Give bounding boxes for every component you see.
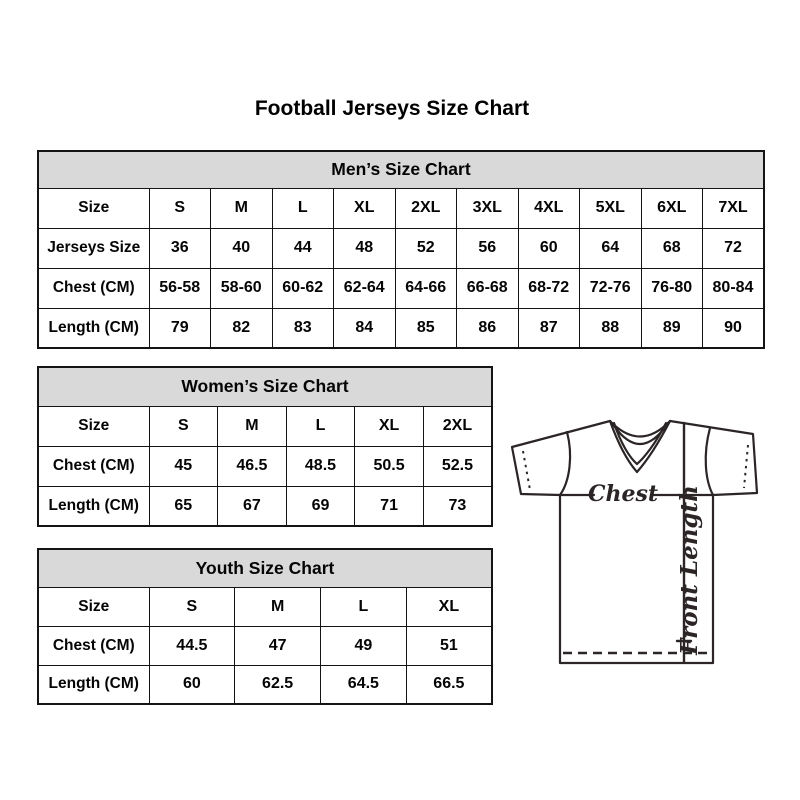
value-cell: XL	[334, 188, 396, 228]
row-header-cell: Chest (CM)	[38, 446, 149, 486]
row-header-cell: Size	[38, 587, 149, 626]
value-cell: 5XL	[580, 188, 642, 228]
table-row	[38, 188, 764, 228]
row-header-cell: Length (CM)	[38, 486, 149, 526]
row-header-cell: Jerseys Size	[38, 228, 149, 268]
jersey-outline	[512, 421, 757, 663]
front-length-label: Front Length	[676, 485, 703, 655]
youth-size-table	[37, 548, 493, 705]
value-cell: M	[218, 406, 287, 446]
value-cell: 69	[286, 486, 355, 526]
value-cell: 2XL	[423, 406, 492, 446]
value-cell: 64-66	[395, 268, 457, 308]
mens-size-table	[37, 150, 765, 349]
value-cell: 36	[149, 228, 211, 268]
value-cell: 44.5	[149, 626, 235, 665]
value-cell: 60	[149, 665, 235, 704]
value-cell: 60	[518, 228, 580, 268]
value-cell: 82	[211, 308, 273, 348]
value-cell: 40	[211, 228, 273, 268]
value-cell: 90	[703, 308, 765, 348]
value-cell: XL	[355, 406, 424, 446]
row-header-cell: Size	[38, 188, 149, 228]
womens-size-table	[37, 366, 493, 527]
value-cell: L	[286, 406, 355, 446]
value-cell: M	[235, 587, 321, 626]
value-cell: 64	[580, 228, 642, 268]
value-cell: 52	[395, 228, 457, 268]
value-cell: 60-62	[272, 268, 334, 308]
jersey-measurement-diagram	[508, 400, 768, 670]
value-cell: 87	[518, 308, 580, 348]
youth-table-title: Youth Size Chart	[38, 549, 492, 587]
value-cell: 2XL	[395, 188, 457, 228]
value-cell: 7XL	[703, 188, 765, 228]
row-header-cell: Chest (CM)	[38, 268, 149, 308]
value-cell: 65	[149, 486, 218, 526]
value-cell: 56-58	[149, 268, 211, 308]
value-cell: 68	[641, 228, 703, 268]
value-cell: 58-60	[211, 268, 273, 308]
value-cell: 71	[355, 486, 424, 526]
value-cell: 85	[395, 308, 457, 348]
value-cell: 80-84	[703, 268, 765, 308]
value-cell: 3XL	[457, 188, 519, 228]
table-row	[38, 587, 492, 626]
right-cuff-stitch-line	[744, 445, 748, 488]
men-table-title: Men’s Size Chart	[38, 151, 764, 188]
value-cell: M	[211, 188, 273, 228]
table-row	[38, 406, 492, 446]
value-cell: 62.5	[235, 665, 321, 704]
table-row	[38, 665, 492, 704]
value-cell: 64.5	[321, 665, 407, 704]
value-cell: 66.5	[406, 665, 492, 704]
value-cell: 88	[580, 308, 642, 348]
row-header-cell: Chest (CM)	[38, 626, 149, 665]
table-row	[38, 626, 492, 665]
value-cell: 45	[149, 446, 218, 486]
value-cell: 66-68	[457, 268, 519, 308]
value-cell: 76-80	[641, 268, 703, 308]
value-cell: L	[321, 587, 407, 626]
value-cell: 4XL	[518, 188, 580, 228]
value-cell: 6XL	[641, 188, 703, 228]
value-cell: 84	[334, 308, 396, 348]
row-header-cell: Length (CM)	[38, 665, 149, 704]
value-cell: 68-72	[518, 268, 580, 308]
value-cell: 46.5	[218, 446, 287, 486]
value-cell: S	[149, 587, 235, 626]
value-cell: 86	[457, 308, 519, 348]
value-cell: 44	[272, 228, 334, 268]
value-cell: 79	[149, 308, 211, 348]
value-cell: 52.5	[423, 446, 492, 486]
row-header-cell: Length (CM)	[38, 308, 149, 348]
value-cell: 72	[703, 228, 765, 268]
value-cell: 47	[235, 626, 321, 665]
page-title: Football Jerseys Size Chart	[254, 97, 530, 120]
value-cell: 51	[406, 626, 492, 665]
value-cell: 83	[272, 308, 334, 348]
table-row	[38, 486, 492, 526]
value-cell: 56	[457, 228, 519, 268]
value-cell: 50.5	[355, 446, 424, 486]
value-cell: 72-76	[580, 268, 642, 308]
jersey-stitch-lines	[523, 445, 748, 653]
value-cell: 49	[321, 626, 407, 665]
table-row	[38, 228, 764, 268]
value-cell: 48	[334, 228, 396, 268]
value-cell: 89	[641, 308, 703, 348]
table-row	[38, 446, 492, 486]
value-cell: 62-64	[334, 268, 396, 308]
table-row	[38, 308, 764, 348]
value-cell: 67	[218, 486, 287, 526]
value-cell: 48.5	[286, 446, 355, 486]
value-cell: XL	[406, 587, 492, 626]
value-cell: S	[149, 406, 218, 446]
table-row	[38, 268, 764, 308]
row-header-cell: Size	[38, 406, 149, 446]
value-cell: S	[149, 188, 211, 228]
chest-label: Chest	[587, 481, 659, 507]
left-cuff-stitch-line	[523, 451, 530, 490]
value-cell: L	[272, 188, 334, 228]
women-table-title: Women’s Size Chart	[38, 367, 492, 406]
value-cell: 73	[423, 486, 492, 526]
